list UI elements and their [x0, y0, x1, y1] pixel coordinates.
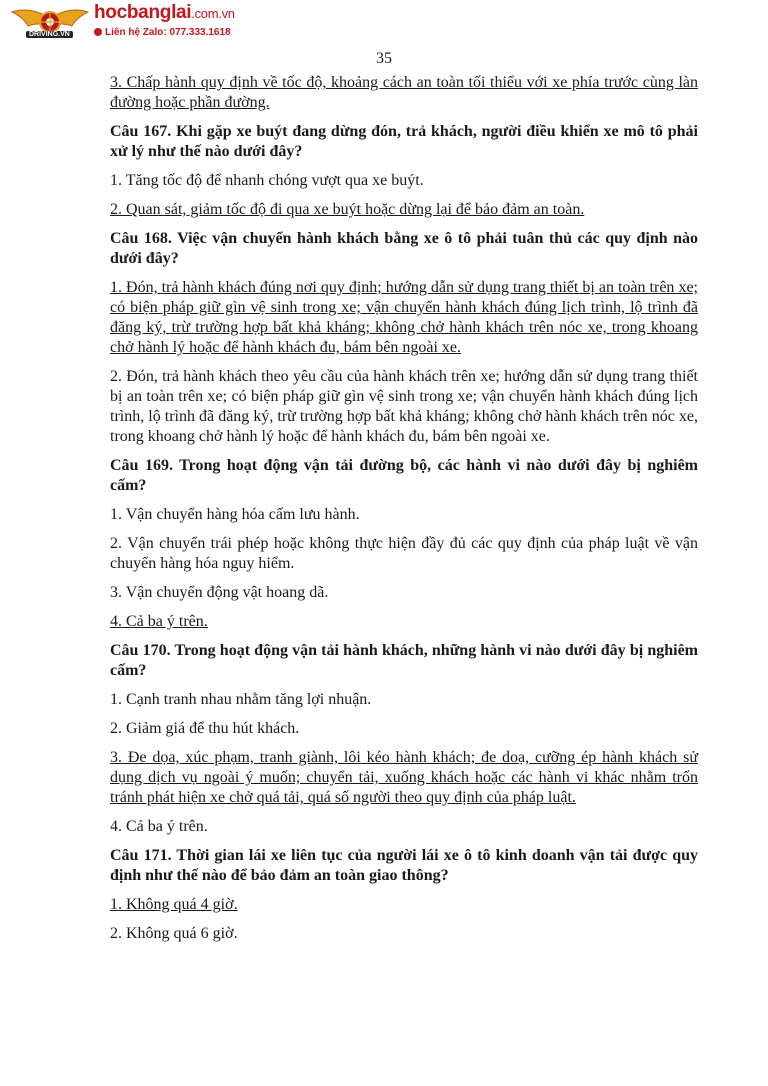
brand-name	[94, 2, 235, 24]
block-text: 1. Đón, trả hành khách đúng nơi quy định; hướng dẫn sử dụng trang thiết bị an toàn trên xe; có biện pháp giữ gìn vệ sinh trong xe; vận chuyển hành khách đúng lịch trình, lộ trình đã đăng ký, trừ trường hợp bất khả kháng; không chở hành khách trên nóc xe, trong khoang chở hành lý hoặc để hành khách đu, bám bên ngoài xe.	[110, 279, 698, 356]
block-text: 1. Cạnh tranh nhau nhằm tăng lợi nhuận.	[110, 691, 372, 708]
correct-answer-option	[110, 200, 698, 220]
question-heading	[110, 122, 698, 162]
answer-option	[110, 534, 698, 574]
contact-dot-icon	[94, 28, 102, 36]
block-text: 2. Không quá 6 giờ.	[110, 925, 238, 942]
answer-option	[110, 367, 698, 447]
brand-tld: .com.vn	[191, 6, 235, 21]
block-text: 1. Vận chuyển hàng hóa cấm lưu hành.	[110, 506, 360, 523]
answer-option	[110, 690, 698, 710]
block-text: 3. Vận chuyển động vật hoang dã.	[110, 584, 329, 601]
block-text: 3. Đe dọa, xúc phạm, tranh giành, lôi kéo hành khách; đe doạ, cưỡng ép hành khách sử dụng dịch vụ ngoài ý muốn; chuyển tải, xuống khách hoặc các hành vi khác nhằm trốn tránh phát hiện xe chở quá tải, quá số người theo quy định của pháp luật.	[110, 749, 698, 806]
block-text: 1. Tăng tốc độ để nhanh chóng vượt qua xe buýt.	[110, 172, 424, 189]
block-text: Câu 171. Thời gian lái xe liên tục của người lái xe ô tô kinh doanh vận tải được quy định như thế nào để bảo đảm an toàn giao thông?	[110, 847, 698, 884]
block-text: 1. Không quá 4 giờ.	[110, 896, 238, 913]
question-heading	[110, 846, 698, 886]
block-text: 4. Cả ba ý trên.	[110, 613, 208, 630]
document-body	[110, 73, 698, 953]
contact-line	[94, 27, 231, 38]
answer-option	[110, 924, 698, 944]
question-heading	[110, 229, 698, 269]
correct-answer-option	[110, 748, 698, 808]
block-text: 2. Đón, trả hành khách theo yêu cầu của hành khách trên xe; hướng dẫn sử dụng trang thiết bị an toàn trên xe; có biện pháp giữ gìn vệ sinh trong xe; vận chuyển hành khách đúng lịch trình, lộ trình đã đăng ký, trừ trường hợp bất khả kháng; không chở hành khách trên nóc xe, trong khoang chở hành lý hoặc để hành khách đu, bám bên ngoài xe.	[110, 368, 698, 445]
answer-option	[110, 817, 698, 837]
block-text: 2. Vận chuyển trái phép hoặc không thực hiện đầy đủ các quy định của pháp luật về vận chuyển hàng hóa nguy hiểm.	[110, 535, 698, 572]
badge-label: DRIVING.VN	[26, 31, 73, 38]
question-heading	[110, 641, 698, 681]
block-text: Câu 169. Trong hoạt động vận tải đường bộ, các hành vi nào dưới đây bị nghiêm cấm?	[110, 457, 698, 494]
contact-text: Liên hệ Zalo: 077.333.1618	[105, 27, 231, 38]
brand-main: hocbanglai	[94, 2, 192, 23]
block-text: 2. Quan sát, giảm tốc độ đi qua xe buýt hoặc dừng lại để bảo đảm an toàn.	[110, 201, 585, 218]
block-text: 4. Cả ba ý trên.	[110, 818, 208, 835]
correct-answer-option	[110, 73, 698, 113]
brand-logo	[10, 4, 240, 44]
block-text: 2. Giảm giá để thu hút khách.	[110, 720, 300, 737]
block-text: Câu 168. Việc vận chuyển hành khách bằng xe ô tô phải tuân thủ các quy định nào dưới đây?	[110, 230, 698, 267]
answer-option	[110, 583, 698, 603]
answer-option	[110, 719, 698, 739]
answer-option	[110, 171, 698, 191]
answer-option	[110, 505, 698, 525]
question-heading	[110, 456, 698, 496]
correct-answer-option	[110, 278, 698, 358]
correct-answer-option	[110, 612, 698, 632]
block-text: 3. Chấp hành quy định về tốc độ, khoảng cách an toàn tối thiểu với xe phía trước cùng làn đường hoặc phần đường.	[110, 74, 698, 111]
block-text: Câu 167. Khi gặp xe buýt đang dừng đón, trả khách, người điều khiển xe mô tô phải xử lý như thế nào dưới đây?	[110, 123, 698, 160]
page-number: 35	[376, 50, 392, 67]
correct-answer-option	[110, 895, 698, 915]
block-text: Câu 170. Trong hoạt động vận tải hành khách, những hành vi nào dưới đây bị nghiêm cấm?	[110, 642, 698, 679]
driving-badge-icon	[10, 4, 90, 44]
